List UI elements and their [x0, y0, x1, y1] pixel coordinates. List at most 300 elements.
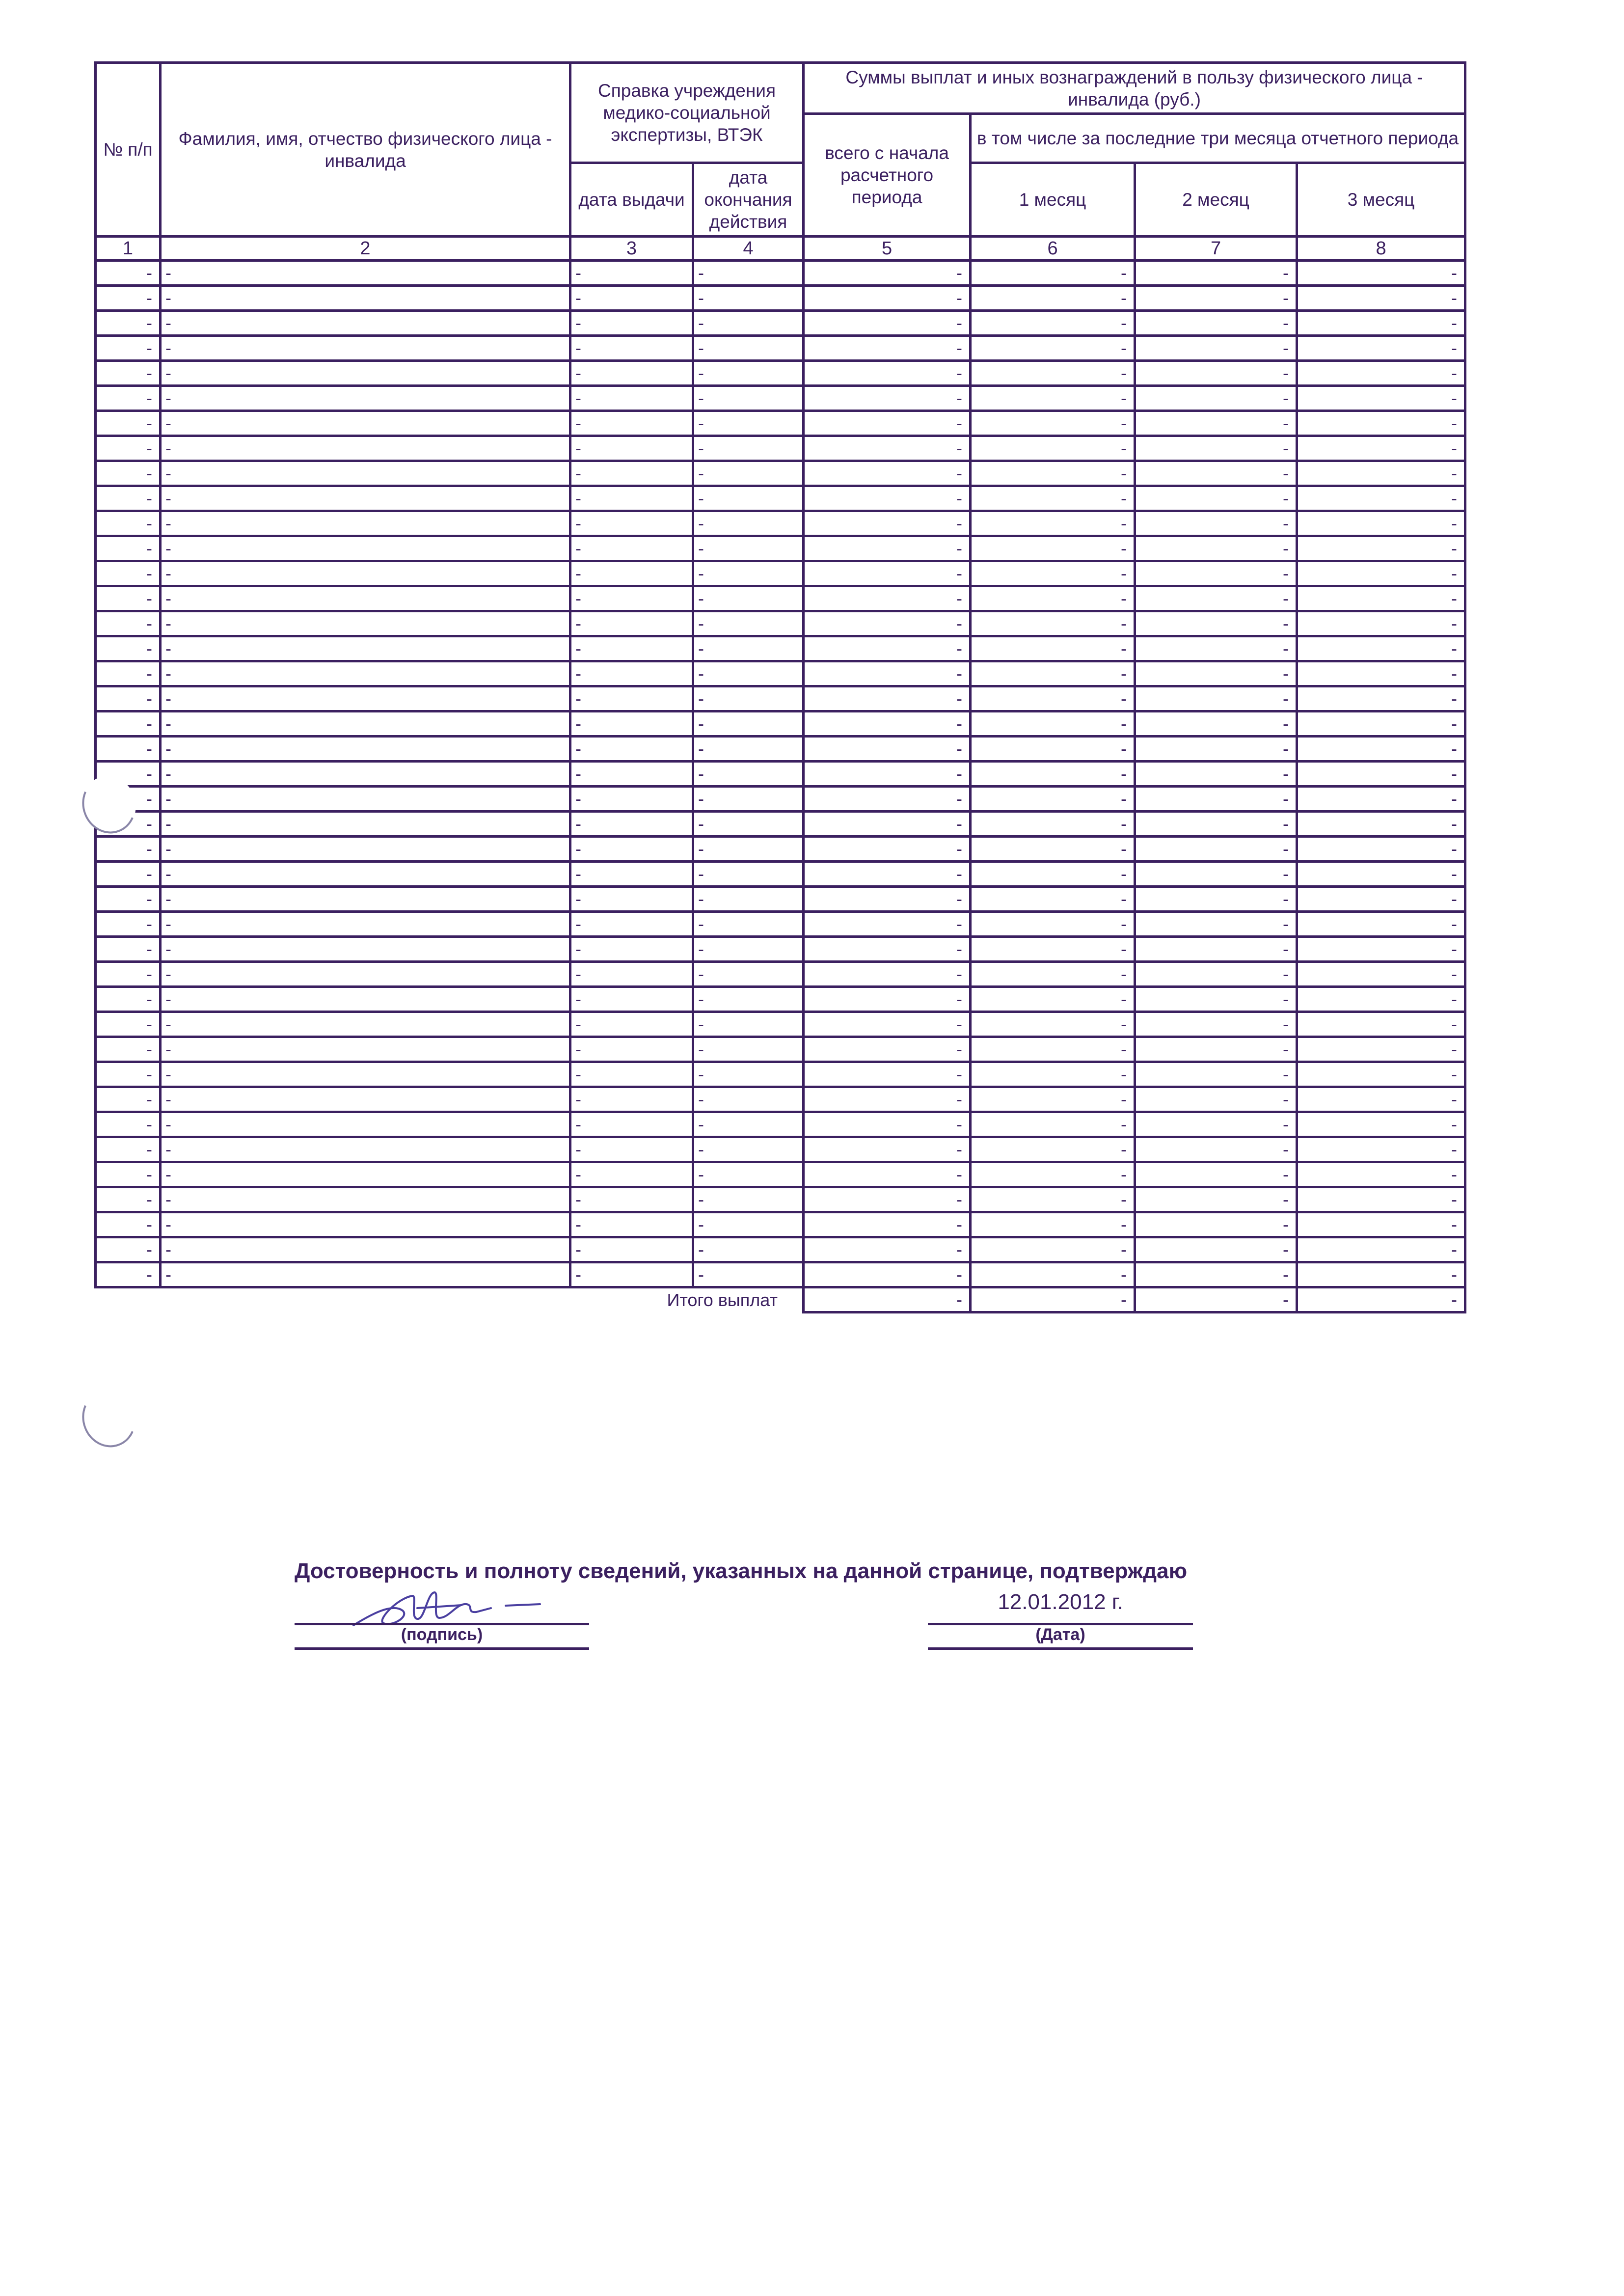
cell-num: - [96, 361, 161, 386]
cell-fio: - [161, 937, 570, 962]
cell-end-date: - [693, 511, 804, 536]
cell-issue-date: - [570, 586, 693, 611]
cell-month-3: - [1297, 787, 1465, 812]
cell-total: - [804, 461, 971, 486]
cell-total: - [804, 1162, 971, 1187]
cell-issue-date: - [570, 1212, 693, 1237]
cell-total: - [804, 937, 971, 962]
cell-fio: - [161, 636, 570, 661]
cell-fio: - [161, 461, 570, 486]
cell-month-3: - [1297, 361, 1465, 386]
cell-month-2: - [1135, 311, 1297, 336]
cell-month-3: - [1297, 1012, 1465, 1037]
cell-month-1: - [971, 611, 1135, 636]
cell-issue-date: - [570, 611, 693, 636]
cell-fio: - [161, 311, 570, 336]
cell-fio: - [161, 762, 570, 787]
cell-end-date: - [693, 636, 804, 661]
cell-month-3: - [1297, 1162, 1465, 1187]
cell-num: - [96, 762, 161, 787]
column-number: 3 [570, 237, 693, 261]
cell-month-3: - [1297, 586, 1465, 611]
cell-month-3: - [1297, 1237, 1465, 1262]
cell-fio: - [161, 1187, 570, 1212]
table-row [96, 636, 1465, 661]
cell-month-2: - [1135, 586, 1297, 611]
cell-total: - [804, 611, 971, 636]
cell-num: - [96, 661, 161, 686]
cell-month-3: - [1297, 661, 1465, 686]
cell-total: - [804, 361, 971, 386]
cell-num: - [96, 336, 161, 361]
column-number-row [96, 237, 1465, 261]
cell-month-1: - [971, 336, 1135, 361]
cell-month-3: - [1297, 536, 1465, 561]
cell-total: - [804, 311, 971, 336]
cell-issue-date: - [570, 686, 693, 711]
cell-issue-date: - [570, 486, 693, 511]
cell-end-date: - [693, 937, 804, 962]
cell-month-3: - [1297, 812, 1465, 837]
cell-month-1: - [971, 1037, 1135, 1062]
cell-month-3: - [1297, 737, 1465, 762]
cell-end-date: - [693, 737, 804, 762]
table-row [96, 937, 1465, 962]
punch-hole [74, 1382, 144, 1455]
total-value: - [971, 1287, 1135, 1312]
cell-month-2: - [1135, 536, 1297, 561]
cell-fio: - [161, 987, 570, 1012]
cell-issue-date: - [570, 987, 693, 1012]
cell-fio: - [161, 787, 570, 812]
table-row [96, 261, 1465, 286]
cell-month-3: - [1297, 962, 1465, 987]
cell-num: - [96, 987, 161, 1012]
cell-month-1: - [971, 837, 1135, 862]
cell-fio: - [161, 661, 570, 686]
cell-end-date: - [693, 1012, 804, 1037]
cell-month-3: - [1297, 386, 1465, 411]
header-num: № п/п [96, 63, 161, 237]
cell-end-date: - [693, 361, 804, 386]
cell-month-2: - [1135, 386, 1297, 411]
cell-fio: - [161, 812, 570, 837]
cell-month-2: - [1135, 486, 1297, 511]
cell-month-2: - [1135, 1162, 1297, 1187]
cell-issue-date: - [570, 1162, 693, 1187]
cell-total: - [804, 386, 971, 411]
table-row [96, 962, 1465, 987]
cell-month-1: - [971, 311, 1135, 336]
column-number: 1 [96, 237, 161, 261]
table-row [96, 611, 1465, 636]
cell-month-1: - [971, 787, 1135, 812]
cell-month-1: - [971, 436, 1135, 461]
cell-month-3: - [1297, 1037, 1465, 1062]
table-row [96, 311, 1465, 336]
cell-num: - [96, 286, 161, 311]
total-label: Итого выплат [667, 1290, 778, 1311]
cell-fio: - [161, 1162, 570, 1187]
cell-month-2: - [1135, 762, 1297, 787]
cell-month-2: - [1135, 411, 1297, 436]
cell-month-1: - [971, 1187, 1135, 1212]
cell-total: - [804, 1262, 971, 1287]
cell-issue-date: - [570, 1112, 693, 1137]
cell-total: - [804, 411, 971, 436]
table-row [96, 837, 1465, 862]
table-row [96, 737, 1465, 762]
cell-issue-date: - [570, 436, 693, 461]
table-row [96, 1087, 1465, 1112]
cell-month-2: - [1135, 1212, 1297, 1237]
cell-month-1: - [971, 1162, 1135, 1187]
header-issue-date: дата выдачи [570, 163, 693, 237]
date-label: (Дата) [1035, 1625, 1085, 1644]
header-end-date: дата окончания действия [693, 163, 804, 237]
cell-fio: - [161, 1037, 570, 1062]
cell-end-date: - [693, 1062, 804, 1087]
cell-month-3: - [1297, 636, 1465, 661]
header-last-three-months: в том числе за последние три месяца отчетного периода [971, 114, 1465, 163]
cell-end-date: - [693, 962, 804, 987]
cell-month-2: - [1135, 511, 1297, 536]
cell-total: - [804, 686, 971, 711]
cell-num: - [96, 1162, 161, 1187]
table-row [96, 1237, 1465, 1262]
cell-fio: - [161, 261, 570, 286]
cell-month-1: - [971, 1087, 1135, 1112]
cell-end-date: - [693, 1237, 804, 1262]
cell-num: - [96, 1037, 161, 1062]
cell-issue-date: - [570, 1137, 693, 1162]
cell-month-2: - [1135, 987, 1297, 1012]
confirmation-text: Достоверность и полноту сведений, указанных на данной странице, подтверждаю [295, 1559, 1188, 1583]
table-row [96, 286, 1465, 311]
cell-month-2: - [1135, 361, 1297, 386]
cell-month-3: - [1297, 311, 1465, 336]
cell-num: - [96, 311, 161, 336]
cell-month-1: - [971, 1262, 1135, 1287]
cell-month-2: - [1135, 937, 1297, 962]
date-underline [928, 1647, 1193, 1650]
table-row [96, 1212, 1465, 1237]
header-total-from-start: всего с начала расчетного периода [804, 114, 971, 237]
cell-end-date: - [693, 561, 804, 586]
cell-end-date: - [693, 436, 804, 461]
cell-end-date: - [693, 261, 804, 286]
cell-issue-date: - [570, 787, 693, 812]
cell-fio: - [161, 1137, 570, 1162]
cell-total: - [804, 511, 971, 536]
table-row [96, 336, 1465, 361]
table-row [96, 1037, 1465, 1062]
cell-num: - [96, 586, 161, 611]
cell-month-1: - [971, 361, 1135, 386]
cell-month-3: - [1297, 711, 1465, 737]
table-row [96, 411, 1465, 436]
cell-issue-date: - [570, 1062, 693, 1087]
cell-month-2: - [1135, 1012, 1297, 1037]
cell-fio: - [161, 837, 570, 862]
table-row [96, 536, 1465, 561]
cell-total: - [804, 436, 971, 461]
cell-end-date: - [693, 286, 804, 311]
cell-num: - [96, 1187, 161, 1212]
cell-total: - [804, 561, 971, 586]
header-fio: Фамилия, имя, отчество физического лица - инвалида [161, 63, 570, 237]
cell-issue-date: - [570, 737, 693, 762]
cell-issue-date: - [570, 1262, 693, 1287]
cell-month-3: - [1297, 1112, 1465, 1137]
cell-month-3: - [1297, 261, 1465, 286]
cell-month-1: - [971, 561, 1135, 586]
cell-month-2: - [1135, 686, 1297, 711]
cell-total: - [804, 987, 971, 1012]
cell-month-3: - [1297, 1137, 1465, 1162]
cell-end-date: - [693, 611, 804, 636]
cell-total: - [804, 336, 971, 361]
cell-month-1: - [971, 1012, 1135, 1037]
cell-month-2: - [1135, 561, 1297, 586]
cell-issue-date: - [570, 411, 693, 436]
cell-issue-date: - [570, 711, 693, 737]
cell-total: - [804, 286, 971, 311]
cell-end-date: - [693, 686, 804, 711]
cell-month-2: - [1135, 1262, 1297, 1287]
cell-month-2: - [1135, 787, 1297, 812]
column-number: 2 [161, 237, 570, 261]
cell-issue-date: - [570, 636, 693, 661]
column-number: 5 [804, 237, 971, 261]
cell-num: - [96, 386, 161, 411]
table-row [96, 787, 1465, 812]
cell-end-date: - [693, 586, 804, 611]
cell-num: - [96, 837, 161, 862]
date-value: 12.01.2012 г. [998, 1590, 1123, 1614]
cell-issue-date: - [570, 1187, 693, 1212]
cell-total: - [804, 1012, 971, 1037]
cell-num: - [96, 937, 161, 962]
header-month-1: 1 месяц [971, 163, 1135, 237]
cell-num: - [96, 486, 161, 511]
cell-num: - [96, 1112, 161, 1137]
cell-num: - [96, 1012, 161, 1037]
table-row [96, 711, 1465, 737]
cell-total: - [804, 787, 971, 812]
cell-month-3: - [1297, 611, 1465, 636]
cell-fio: - [161, 1237, 570, 1262]
cell-month-1: - [971, 1212, 1135, 1237]
cell-fio: - [161, 737, 570, 762]
column-number: 8 [1297, 237, 1465, 261]
table-row [96, 561, 1465, 586]
column-number: 7 [1135, 237, 1297, 261]
cell-num: - [96, 636, 161, 661]
cell-total: - [804, 837, 971, 862]
cell-num: - [96, 737, 161, 762]
cell-end-date: - [693, 837, 804, 862]
cell-month-1: - [971, 737, 1135, 762]
cell-num: - [96, 511, 161, 536]
total-row [96, 1287, 1465, 1312]
cell-end-date: - [693, 661, 804, 686]
cell-total: - [804, 812, 971, 837]
table-row [96, 1062, 1465, 1087]
cell-issue-date: - [570, 862, 693, 887]
cell-month-1: - [971, 461, 1135, 486]
table-row [96, 1262, 1465, 1287]
table-row [96, 762, 1465, 787]
cell-num: - [96, 862, 161, 887]
cell-issue-date: - [570, 461, 693, 486]
cell-end-date: - [693, 411, 804, 436]
cell-fio: - [161, 386, 570, 411]
header-certificate: Справка учреждения медико-социальной экспертизы, ВТЭК [570, 63, 804, 163]
cell-month-2: - [1135, 436, 1297, 461]
table-row [96, 887, 1465, 912]
header-month-3: 3 месяц [1297, 163, 1465, 237]
cell-issue-date: - [570, 962, 693, 987]
cell-num: - [96, 787, 161, 812]
cell-issue-date: - [570, 386, 693, 411]
cell-month-3: - [1297, 286, 1465, 311]
cell-month-1: - [971, 1062, 1135, 1087]
cell-month-2: - [1135, 661, 1297, 686]
cell-total: - [804, 1212, 971, 1237]
cell-fio: - [161, 711, 570, 737]
cell-month-2: - [1135, 1037, 1297, 1062]
cell-end-date: - [693, 1137, 804, 1162]
cell-month-3: - [1297, 887, 1465, 912]
cell-month-2: - [1135, 1087, 1297, 1112]
cell-num: - [96, 436, 161, 461]
cell-end-date: - [693, 862, 804, 887]
cell-fio: - [161, 561, 570, 586]
cell-fio: - [161, 586, 570, 611]
cell-month-3: - [1297, 912, 1465, 937]
cell-fio: - [161, 336, 570, 361]
cell-num: - [96, 1087, 161, 1112]
cell-month-1: - [971, 386, 1135, 411]
cell-month-1: - [971, 962, 1135, 987]
cell-fio: - [161, 962, 570, 987]
cell-fio: - [161, 686, 570, 711]
cell-issue-date: - [570, 1037, 693, 1062]
cell-issue-date: - [570, 661, 693, 686]
cell-fio: - [161, 536, 570, 561]
cell-month-3: - [1297, 461, 1465, 486]
cell-total: - [804, 737, 971, 762]
table-row [96, 1187, 1465, 1212]
cell-total: - [804, 1137, 971, 1162]
table-row [96, 1112, 1465, 1137]
cell-fio: - [161, 1087, 570, 1112]
table-row [96, 586, 1465, 611]
cell-month-1: - [971, 486, 1135, 511]
cell-total: - [804, 1237, 971, 1262]
cell-fio: - [161, 1212, 570, 1237]
cell-total: - [804, 1187, 971, 1212]
cell-total: - [804, 862, 971, 887]
table-row [96, 812, 1465, 837]
cell-month-1: - [971, 912, 1135, 937]
cell-end-date: - [693, 812, 804, 837]
table-row [96, 686, 1465, 711]
cell-end-date: - [693, 486, 804, 511]
cell-end-date: - [693, 1162, 804, 1187]
table-row [96, 987, 1465, 1012]
table-row [96, 386, 1465, 411]
cell-fio: - [161, 1112, 570, 1137]
cell-total: - [804, 1062, 971, 1087]
cell-month-3: - [1297, 862, 1465, 887]
cell-month-2: - [1135, 812, 1297, 837]
cell-month-1: - [971, 937, 1135, 962]
cell-total: - [804, 1087, 971, 1112]
cell-total: - [804, 912, 971, 937]
cell-month-1: - [971, 586, 1135, 611]
cell-num: - [96, 561, 161, 586]
cell-month-3: - [1297, 762, 1465, 787]
cell-end-date: - [693, 1187, 804, 1212]
cell-total: - [804, 762, 971, 787]
cell-month-2: - [1135, 1237, 1297, 1262]
cell-month-3: - [1297, 1187, 1465, 1212]
cell-total: - [804, 962, 971, 987]
cell-month-1: - [971, 887, 1135, 912]
cell-num: - [96, 912, 161, 937]
cell-total: - [804, 887, 971, 912]
table-row [96, 1162, 1465, 1187]
cell-total: - [804, 536, 971, 561]
cell-fio: - [161, 912, 570, 937]
cell-num: - [96, 461, 161, 486]
cell-num: - [96, 1137, 161, 1162]
cell-month-1: - [971, 661, 1135, 686]
cell-fio: - [161, 486, 570, 511]
cell-issue-date: - [570, 1087, 693, 1112]
cell-month-2: - [1135, 837, 1297, 862]
cell-issue-date: - [570, 511, 693, 536]
cell-num: - [96, 812, 161, 837]
cell-month-3: - [1297, 486, 1465, 511]
cell-issue-date: - [570, 536, 693, 561]
cell-month-3: - [1297, 937, 1465, 962]
cell-end-date: - [693, 386, 804, 411]
cell-month-1: - [971, 987, 1135, 1012]
cell-end-date: - [693, 787, 804, 812]
cell-month-3: - [1297, 1212, 1465, 1237]
cell-end-date: - [693, 887, 804, 912]
cell-issue-date: - [570, 311, 693, 336]
cell-month-3: - [1297, 987, 1465, 1012]
table-row [96, 436, 1465, 461]
cell-month-2: - [1135, 1112, 1297, 1137]
cell-month-3: - [1297, 1262, 1465, 1287]
cell-num: - [96, 1212, 161, 1237]
cell-month-2: - [1135, 1062, 1297, 1087]
cell-month-2: - [1135, 286, 1297, 311]
cell-total: - [804, 486, 971, 511]
cell-month-2: - [1135, 461, 1297, 486]
cell-end-date: - [693, 762, 804, 787]
total-value: - [1297, 1287, 1465, 1312]
cell-month-2: - [1135, 862, 1297, 887]
cell-issue-date: - [570, 286, 693, 311]
signature-underline [295, 1647, 589, 1650]
cell-month-1: - [971, 1237, 1135, 1262]
